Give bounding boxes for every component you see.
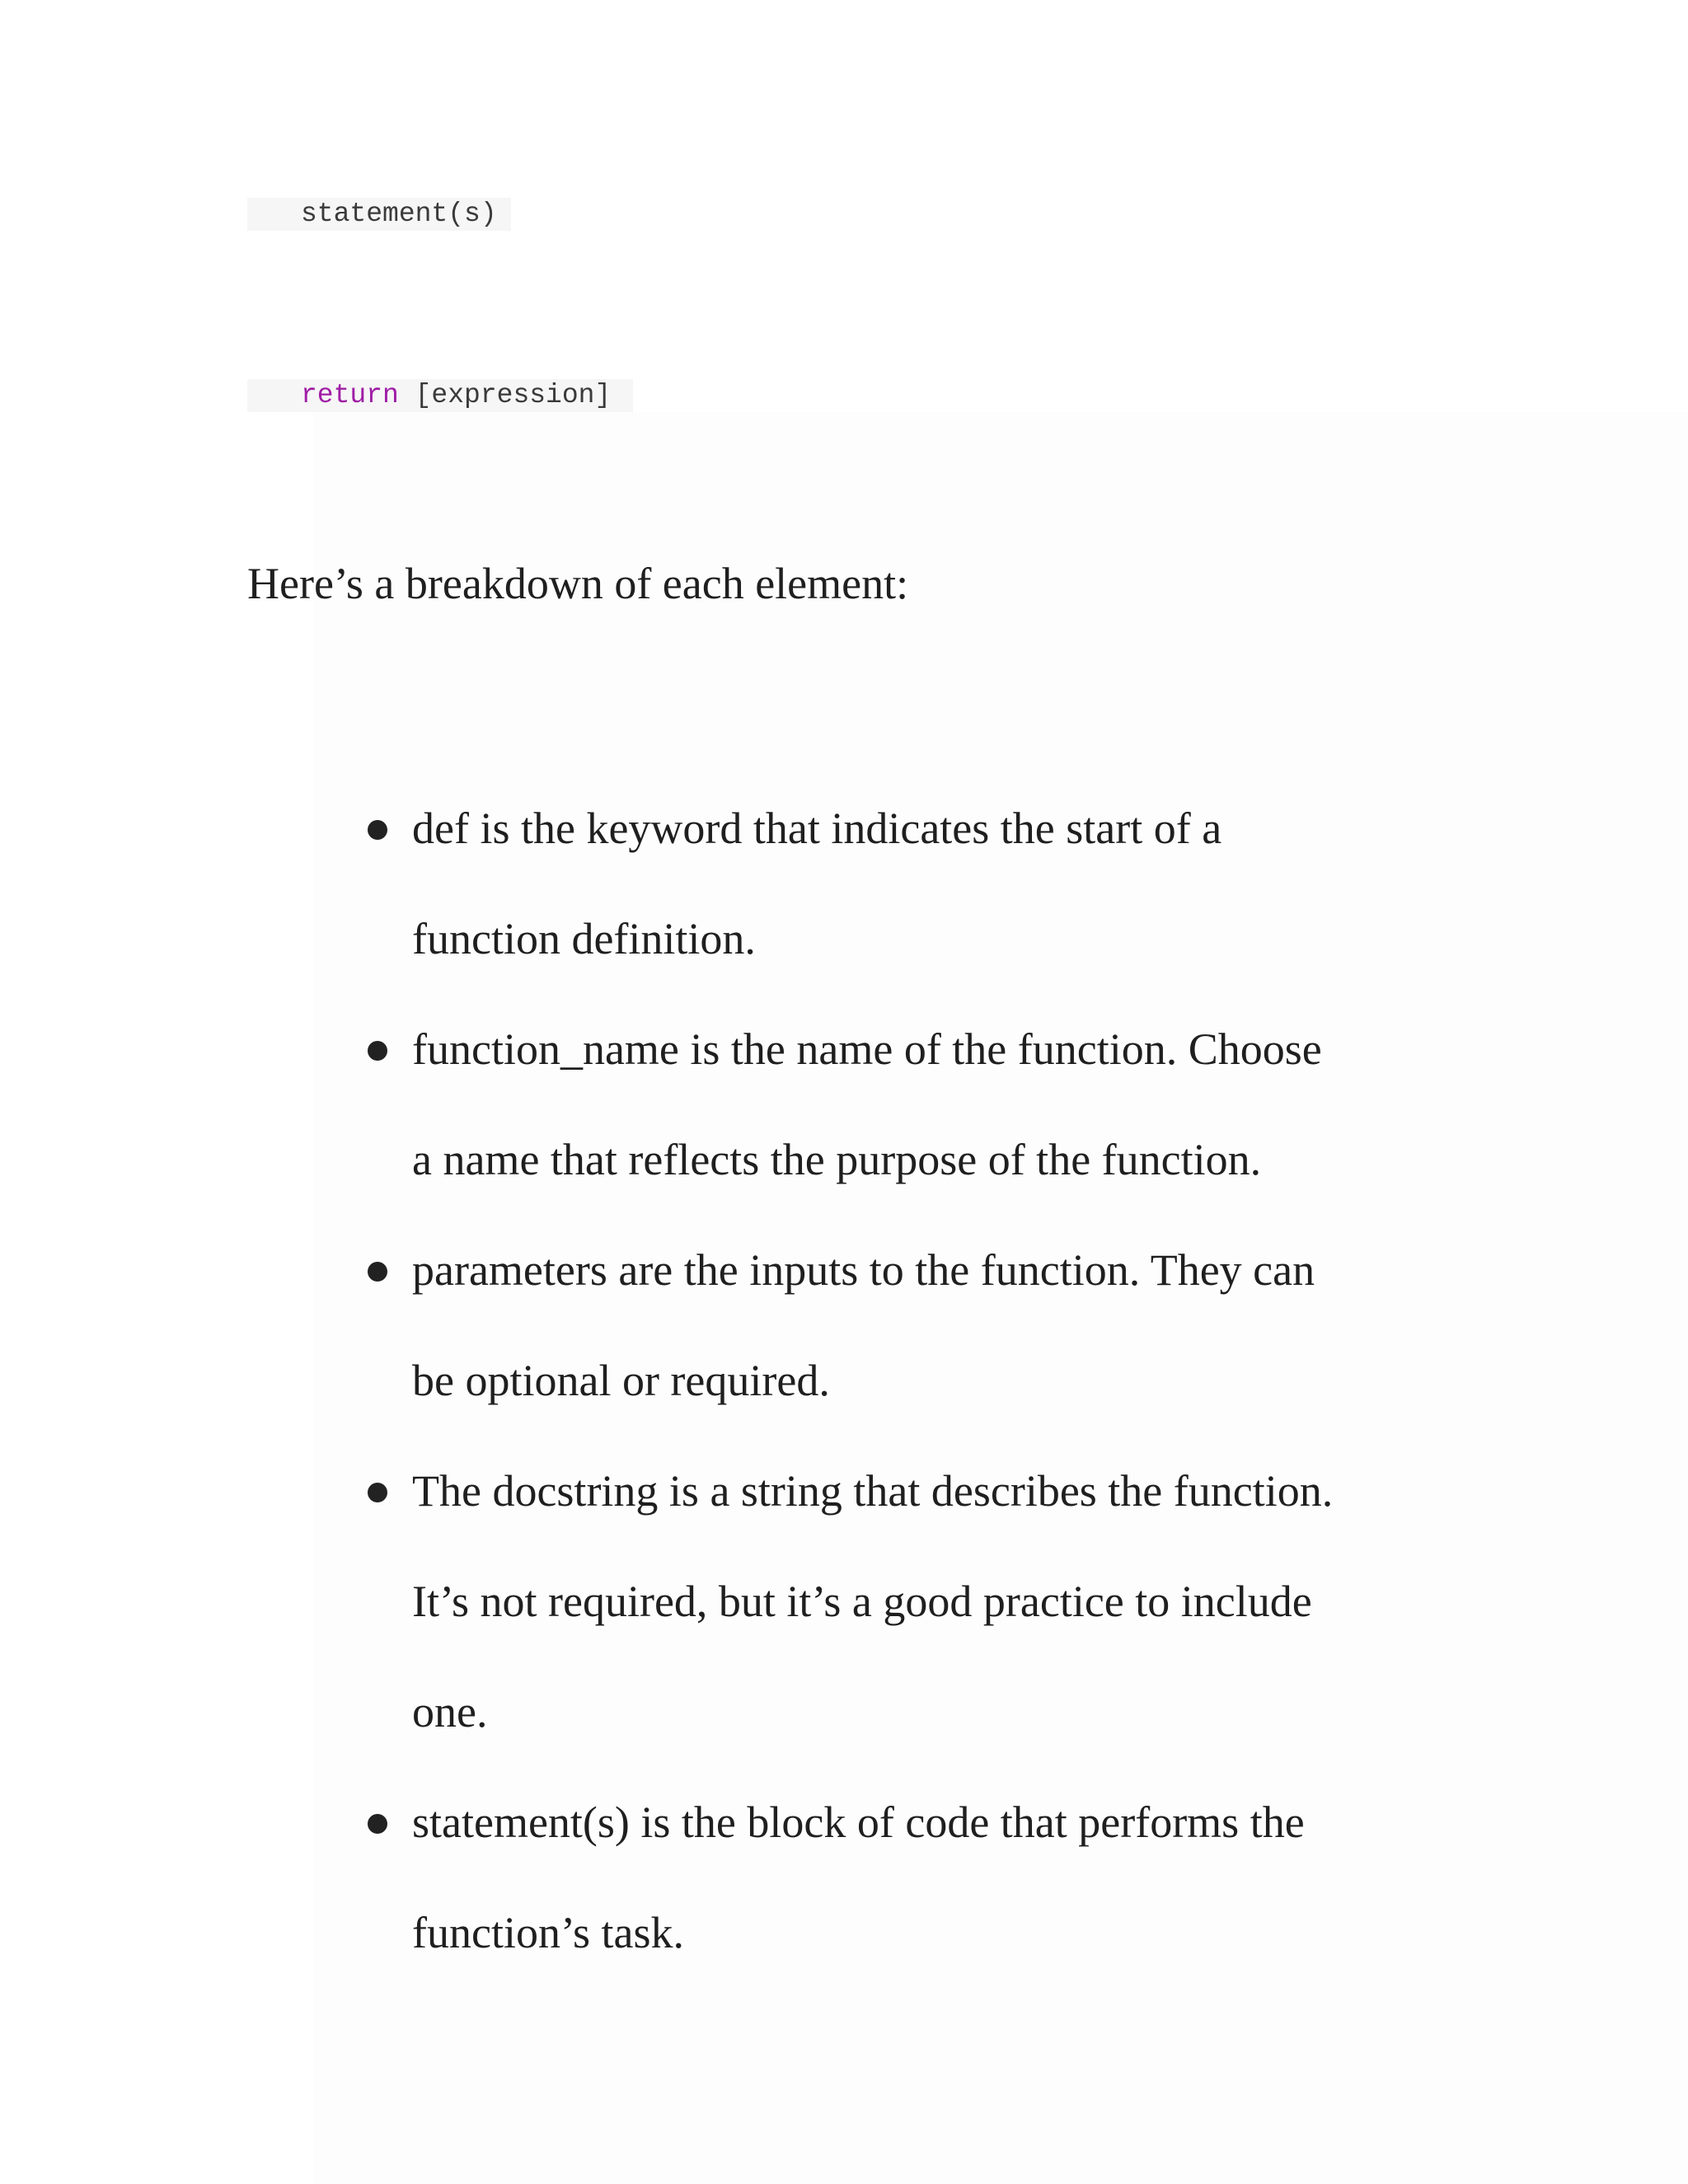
element-breakdown-list — [361, 773, 1515, 1988]
list-item — [361, 1436, 1515, 1767]
bullet-icon — [368, 1041, 387, 1061]
list-item-text: The docstring is a string that describes the function. It’s not required, but it’s a good practice to include one. — [412, 1466, 1334, 1736]
code-text: statement(s) — [301, 199, 497, 229]
list-item-text: function_name is the name of the function. Choose a name that reflects the purpose of the function. — [412, 1024, 1322, 1184]
code-text: [expression] — [398, 380, 612, 410]
bullet-icon — [368, 820, 387, 840]
code-keyword: return — [301, 380, 399, 410]
code-line-statements — [247, 198, 511, 231]
list-item-text: statement(s) is the block of code that performs the function’s task. — [412, 1797, 1305, 1957]
list-item-text: parameters are the inputs to the function. They can be optional or required. — [412, 1245, 1315, 1405]
list-item — [361, 1215, 1515, 1436]
list-item — [361, 773, 1515, 994]
list-item-text: def is the keyword that indicates the start of a function definition. — [412, 804, 1222, 963]
code-line-return — [247, 379, 633, 412]
list-item — [361, 994, 1515, 1215]
bullet-icon — [368, 1262, 387, 1282]
list-item — [361, 1767, 1515, 1988]
bullet-icon — [368, 1814, 387, 1834]
bullet-icon — [368, 1483, 387, 1502]
intro-paragraph: Here’s a breakdown of each element: — [247, 559, 909, 608]
